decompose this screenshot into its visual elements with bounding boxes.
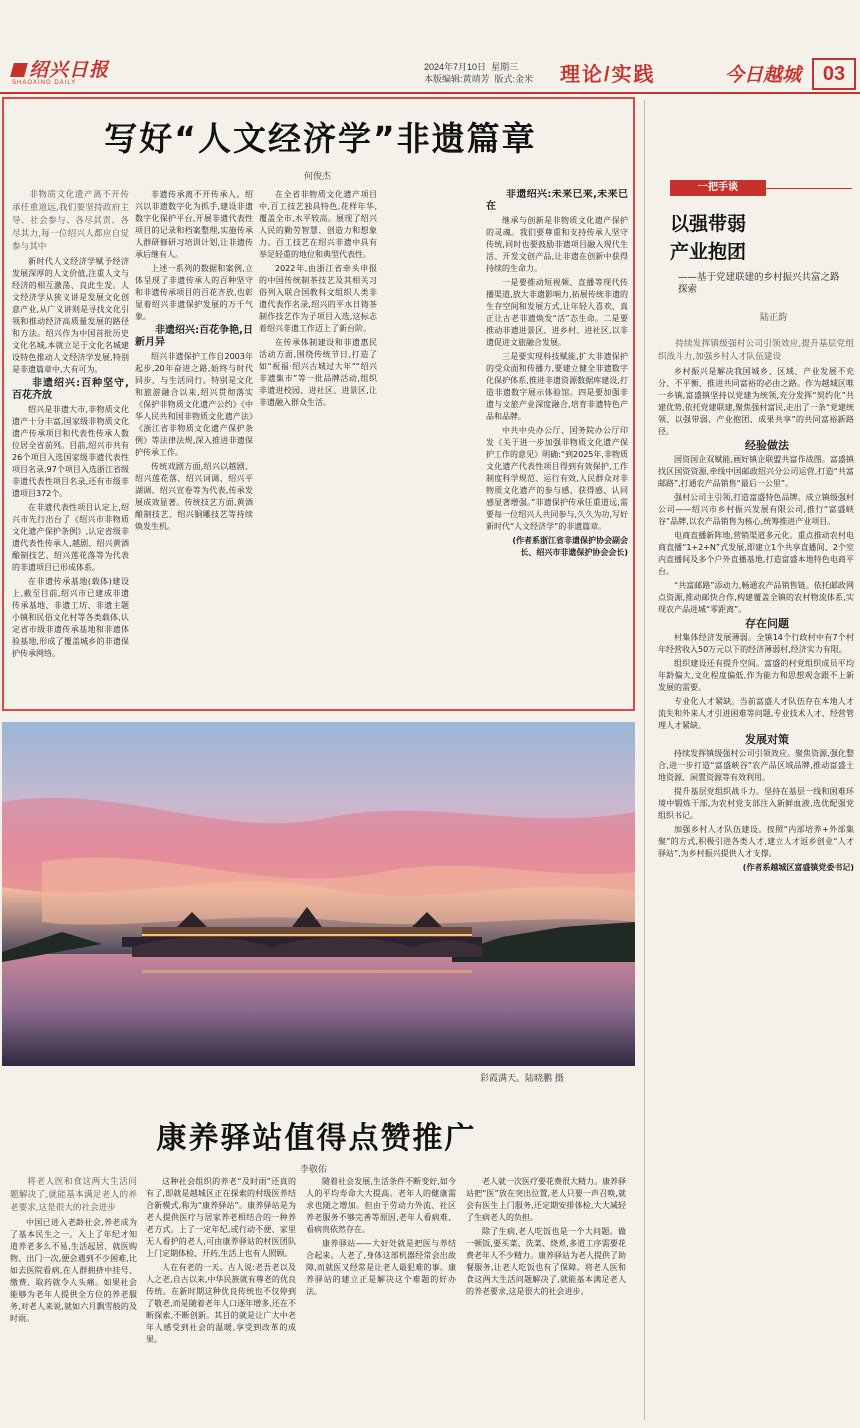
issue-weekday: 星期三 — [491, 62, 519, 72]
sunset-bridge-photo — [2, 722, 635, 1066]
article2-paragraph: 随着社会发展,生活条件不断变好,如今人的平均寿命大大提高。老年人的健康需求也随之增加。但由于劳动力外流、社区养老服务不够完善等原因,老年人看病难、看病贵依然存在。 — [306, 1177, 456, 1234]
sidebar-paragraph: 组织建设还有提升空间。富盛的村党组织成员平均年龄偏大,文化程度偏低,作为能力和思想观念跟不上新发展的需要。 — [658, 659, 854, 692]
article1-subhead-1: 非遗绍兴:百种坚守,百花齐放 — [12, 378, 129, 401]
article2-paragraph: 康养驿站——大好处就是把医与养结合起来。人老了,身体这部机器经常会出故障,而就医又经常是让老人最犯难的事。康养驿站的建立正是解决这个难题的好办法。 — [306, 1239, 456, 1296]
proof-line: 版式:金米 — [494, 74, 534, 84]
article1-paragraph: 在传承体制建设和非遗惠民活动方面,围绕传统节日,打造了如“祝福·绍兴古城过大年”“绍兴非遗集市”等一批品牌活动,组织非遗进校园、进社区、进景区,让非遗融入群众生活。 — [259, 338, 377, 407]
masthead — [0, 54, 860, 94]
section-title: 理论/实践 — [560, 64, 656, 86]
article2-col-2 — [146, 1176, 296, 1424]
article1-paragraph: 非遗传承离不开传承人。绍兴以非遗数字化为抓手,建设非遗数字化保护平台,开展非遗代表性项目的记录和档案整理,实施传承人群研修研习培训计划,让非遗传承后继有人。 — [135, 190, 253, 259]
article2-paragraph: 这种社会组织的养老“及时雨”还真的有了,即就是越城区正在探索的村级医养结合新模式,称为“康养驿站”。康养驿站是为老人提供医疗与居家养老相结合的一种养老方式。上了一定年纪,或行动不便、家里无人看护的老人,可由康养驿站的村医团队上门定期体检、开药,生活上也有人照顾。 — [146, 1177, 296, 1258]
sidebar-paragraph: 村集体经济发展薄弱。全镇14个行政村中有7个村年经营收入50万元以下的经济薄弱村,经济实力有限。 — [658, 633, 854, 654]
article2-col-3 — [306, 1176, 456, 1424]
sidebar-tag: 一把手谈 — [670, 180, 766, 196]
article1-lead: 非物质文化遗产离不开传承任重道远,我们要坚持政府主导、社会参与、各尽其责、各尽其力,每一位绍兴人都应自觉参与其中 — [12, 190, 129, 252]
article1-author-note: (作者系浙江省非遗保护协会副会长、绍兴市非遗保护协会会长) — [512, 536, 628, 557]
sidebar-heading-1: 经验做法 — [745, 439, 789, 452]
article1-title: 写好“人文经济学”非遗篇章 — [104, 119, 537, 158]
sidebar-author-note: (作者系越城区富盛镇党委书记) — [742, 863, 854, 872]
article1-paragraph: 继承与创新是非物质文化遗产保护的灵魂。我们要尊重和支持传承人坚守传统,同时也要鼓励非遗项目融入现代生活、开发文创产品,让非遗在创新中获得持续的生命力。 — [486, 216, 628, 273]
paper-name-en: SHAOXING DAILY — [12, 80, 77, 86]
sidebar-paragraph: 提升基层党组织战斗力。坚持在基层一线和困难环境中锻炼干部,为农村党支部注入新鲜血液,选优配强党组织书记。 — [658, 787, 854, 820]
article1-paragraph: 在非遗代表性项目认定上,绍兴市先行出台了《绍兴市非物质文化遗产保护条例》,认定省级非遗代表性传承人,越剧、绍兴黄酒酿制技艺、绍兴莲花落等为代表的非遗项目已形成体系。 — [12, 503, 129, 572]
paper-name: 绍兴日报 — [29, 59, 110, 81]
article1-paragraph: 一是要推动短视频、直播等现代传播渠道,放大非遗影响力,拓展传统非遗的生存空间和发展方式,让年轻人喜欢、真正让古老非遗焕发“活”态生命。二是要推动非遗进景区、进乡村、进社区,以非遗促进文旅融合发展。 — [486, 278, 628, 347]
editor-line: 本版编辑:黄靖芳 — [424, 74, 490, 84]
logo-mark-icon — [10, 63, 28, 77]
article1-paragraph: 在非遗传承基地(载体)建设上,截至目前,绍兴市已建成非遗传承基地、非遗工坊、非遗主题小镇和民俗文化村等各类载体,认定省市级非遗传承基地和非遗体验基地,形成了覆盖城乡的非遗保护传承网络。 — [12, 577, 129, 658]
article1-paragraph: 三是要实现科技赋能,扩大非遗保护的受众面和传播力,要建立健全非遗数字化保护体系,推进非遗资源数据库建设,打造非遗数字展示体验馆。四是要加强非遗与文旅产业深度融合,培育非遗特色产品和品牌。 — [486, 352, 628, 421]
sidebar-tag-rule — [766, 188, 852, 189]
article1-paragraph: 中共中央办公厅、国务院办公厅印发《关于进一步加强非物质文化遗产保护工作的意见》明确:“到2025年,非物质文化遗产代表性项目得到有效保护,工作制度科学规范、运行有效,人民群众对非物质文化遗产的参与感、获得感、认同感显著增强。”非遗保护传承任重道远,需要每一位绍兴人共同参与,久久为功,写好新时代“人文经济学”的非遗篇章。 — [486, 426, 628, 531]
article1-paragraph: 传统戏剧方面,绍兴以越剧、绍兴莲花落、绍兴词调、绍兴平湖调、绍兴宣卷等为代表,传承发展成效显著。传统技艺方面,黄酒酿制技艺、绍兴铜雕技艺等持续焕发生机。 — [135, 462, 253, 531]
featured-article-box — [2, 97, 635, 711]
article2-lead: 将老人医和食这两大生活问题解决了,就能基本满足老人的养老要求,这是很大的社会进步 — [10, 1177, 137, 1213]
article1-intro: 新时代人文经济学赋予经济发展深厚的人文价值,注重人文与经济的相互激荡、良此生发。人文经济学从狭义讲是发展文化创意产业,从广义讲则是寻找文化引领和推动经济高质量发展的路径和方法。绍兴作为中国首批历史文化名城,本就立足于文化名城建设特色推动人文经济学发展,特别是非遗篇章中,大有可为。 — [12, 257, 129, 374]
article1-subhead-3: 非遗绍兴:未来已来,未来已在 — [486, 189, 628, 212]
article1-author: 何俊杰 — [304, 172, 332, 182]
article1-col-4 — [383, 189, 501, 704]
issue-date: 2024年7月10日 — [424, 62, 487, 72]
article1-paragraph: 在全省非物质文化遗产项目中,百工技艺独具特色,花样年华,覆盖全市,水平较高。展现了绍兴人民的勤劳智慧、创造力和想象力。百工技艺在绍兴非遗中具有举足轻重的地位和典型代表性。 — [259, 190, 377, 259]
paper-logo — [12, 60, 109, 88]
article2-paragraph: 老人就一次医疗要花费很大精力。康养驿站把“医”放在突出位置,老人只要一声召唤,就会有医生上门服务,还定期安排体检,大大减轻了生病老人的负担。 — [466, 1177, 626, 1222]
sidebar-paragraph: 国资国企双赋能,画好镇企联盟共富作战图。富盛镇找区国资资源,牵线中国邮政绍兴分公司运营,打造“共富邮路”,打通农产品销售“最后一公里”。 — [658, 455, 854, 488]
page-number: 03 — [812, 58, 856, 90]
sidebar-paragraph: 持续发挥镇级强村公司引领效应。聚焦资源,强化整合,进一步打造“富盛峡谷”农产品区域品牌,推动富盛土地资源、闲置资源等有效利用。 — [658, 749, 854, 782]
article2-col-1 — [10, 1176, 137, 1424]
dateline — [424, 61, 533, 85]
sidebar-title-line-2: 产业抱团 — [670, 241, 747, 263]
section-brand: 今日越城 — [725, 64, 802, 86]
article1-col-1 — [12, 189, 129, 704]
photo-caption: 彩霞满天。陆晓鹏 摄 — [480, 1074, 564, 1084]
article2-title: 康养驿站值得点赞推广 — [156, 1121, 477, 1156]
article1-paragraph: 绍兴是非遗大市,非物质文化遗产十分丰富,国家级非物质文化遗产传承项目和代表性传承人数位居全省前列。目前,绍兴市共有26个项目入选国家级非遗代表性项目名录,97个项目入选浙江省级非遗代表性项目名录,还有市级非遗项目372个。 — [12, 405, 129, 498]
sunset-bridge-illustration — [2, 722, 635, 1066]
sidebar-author: 陆正韵 — [760, 313, 788, 323]
sidebar-paragraph: 乡村振兴是解决我国城乡、区域、产业发展不充分、不平衡、推进共同富裕的必由之路。作为越城区唯一乡镇,富盛镇坚持以党建为统领,充分发挥“契约化”共建优势,依托党建联建,聚焦强村富民,走出了一条“党建统领、以强带弱、产业抱团、成果共享”的共同富裕新路径。 — [658, 367, 854, 436]
sidebar-paragraph: 加强乡村人才队伍建设。按照“内部培养+外部集聚”的方式,积极引进各类人才,建立人才返乡创业“人才驿站”,为乡村振兴提供人才支撑。 — [658, 825, 854, 858]
article2-paragraph: 除了生病,老人吃饭也是一个大问题。做一顿饭,要买菜、洗菜、烧煮,多道工序需要花费老年人不少精力。康养驿站为老人提供了助餐服务,让老人吃饭也有了保障。将老人医和食这两大生活问题解决了,就能基本满足老人的养老要求,这是很大的社会进步。 — [466, 1227, 626, 1296]
article2-paragraph: 中国已进入老龄社会,养老成为了基本民生之一。入上了年纪才知道养老多么不易,生活起居、就医购物、出门一次,便会遇到不少困难,比如去医院看病,在人群拥挤中挂号、缴费、取药就令人头痛。如果社会能够为老年人提供全方位的养老服务,对老人来说,就如六月飘雪般的及时雨。 — [10, 1218, 137, 1323]
article2-col-4 — [466, 1176, 626, 1424]
article2-paragraph: 人在有老的一天。古人说:老吾老以及人之老,自古以来,中华民族就有尊老的优良传统。在新时期这种优良传统也不仅停到了敬老,而是随着老年人口逐年增多,还在不断探索,不断创新。其目的就是让广大中老年人感受到社会的温暖,享受到改革的成果。 — [146, 1263, 296, 1344]
article1-col-3 — [259, 189, 377, 704]
sidebar-lead: 持续发挥镇级强村公司引领效应,提升基层党组织战斗力,加强乡村人才队伍建设 — [658, 339, 854, 362]
sidebar-heading-3: 发展对策 — [745, 733, 789, 746]
sidebar-subtitle: ——基于党建联建的乡村振兴共富之路探索 — [678, 272, 840, 295]
sidebar-heading-2: 存在问题 — [745, 617, 789, 630]
column-divider — [644, 100, 645, 1420]
article2-author: 李敬佑 — [300, 1165, 328, 1175]
article1-col-5 — [486, 189, 628, 704]
article1-subhead-2: 非遗绍兴:百花争艳,日新月异 — [135, 325, 253, 348]
sidebar-body — [658, 338, 854, 1424]
article1-paragraph: 上述一系列的数据和案例,立体呈现了非遗传承人的百种坚守和非遗传承项目的百花齐放,也彰显着绍兴非遗保护发展的万千气象。 — [135, 264, 253, 321]
article1-paragraph: 2022年,由浙江省牵头申报的中国传统制茶技艺及其相关习俗列入联合国教科文组织人类非遗代表作名录,绍兴的平水日铸茶制作技艺作为子项目入选,这标志着绍兴非遗工作迈上了新台阶。 — [259, 264, 377, 333]
article1-col-2 — [135, 189, 253, 704]
sidebar-title-line-1: 以强带弱 — [670, 213, 747, 235]
sidebar-paragraph: “共富邮路”添动力,畅通农产品销售链。依托邮政网点资源,推动邮快合作,构建覆盖全镇的农村物流体系,实现农产品进城“零距离”。 — [658, 581, 854, 614]
sidebar-paragraph: 强村公司主引领,打造富盛特色品牌。成立镇级强村公司——绍兴市乡村振兴发展有限公司,推行“富盛峡谷”品牌,以农产品销售为核心,统筹推进产业项目。 — [658, 493, 854, 526]
sidebar-paragraph: 电商直播新阵地,营销渠道多元化。重点推动农村电商直播“1+2+N”式发展,即建立1个共享直播间、2个室内直播间及多个户外直播基地,打造富盛本地特色电商平台。 — [658, 531, 854, 576]
article1-paragraph: 绍兴非遗保护工作自2003年起步,20年奋进之路,始终与时代同步、与生活同行。特别是文化和旅游融合以来,绍兴贯彻落实《保护非物质文化遗产公约》《中华人民共和国非物质文化遗产法》《浙江省非物质文化遗产保护条例》等法律法规,深入推进非遗保护传承工作。 — [135, 352, 253, 457]
sidebar-paragraph: 专业化人才紧缺。当前富盛人才队伍存在本地人才流失和外来人才引进困难等问题,专业技术人才、经营管理人才紧缺。 — [658, 697, 854, 730]
